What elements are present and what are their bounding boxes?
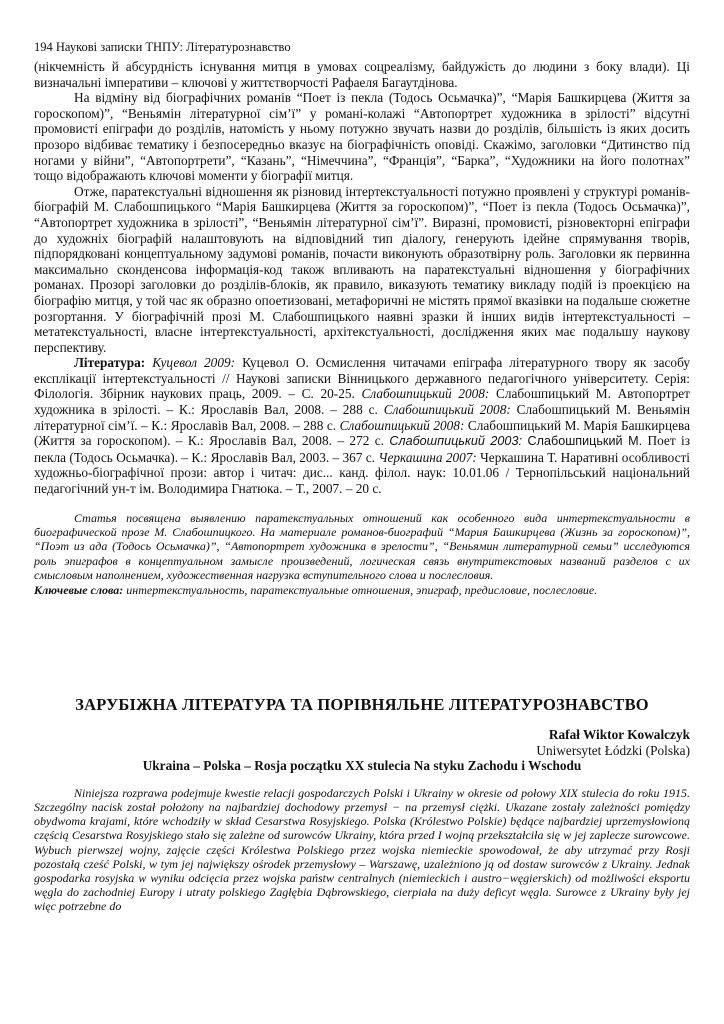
ref-text-1: Куцевол О. Осмислення читачами епіграфа літературного твору як засобу експлікації інтертекстуальності // Наукові записки Вінницького державного педагогічного університету. Серія: Філологія. Збірник наукових праць, 2009. – С. 20-25. — [34, 355, 690, 402]
section-title: ЗАРУБІЖНА ЛІТЕРАТУРА ТА ПОРІВНЯЛЬНЕ ЛІТЕРАТУРОЗНАВСТВО — [75, 695, 649, 715]
ref-text-4: Слабошпицький М. Марія Башкирцева (Життя за гороскопом). – К.: Ярославів Вал, 2008. – 272 с. — [34, 417, 690, 449]
ref-text-3: Слабошпицький М. Веньямін літературної сім’ї. – К.: Ярославів Вал, 2008. – 288 с. — [34, 402, 691, 433]
running-head: 194 Наукові записки ТНПУ: Літературознавство — [34, 40, 291, 54]
ref-key-2: Слабошпицький 2008: — [361, 386, 490, 402]
keywords-label: Ключевые слова: — [34, 582, 124, 597]
ref-key-6: Черкашина 2007: — [378, 449, 477, 465]
page — [34, 40, 690, 914]
ref-text-2: Слабошпицький М. Автопортрет художника в зрілості. – К.: Ярославів Вал, 2008. – 288 с. — [34, 386, 690, 418]
references — [34, 355, 690, 496]
ref-key-3: Слабошпицький 2008: — [383, 402, 511, 418]
keywords-text: интертекстуальность, паратекстуальные отношения, эпиграф, предисловие, послесловие. — [123, 582, 598, 597]
article-affiliation: Uniwersytet Łódzki (Polska) — [536, 742, 690, 758]
references-label: Література: — [74, 355, 146, 371]
ref-text-6: Черкашина Т. Наративні особливості художньо-біографічної прози: автор і читач: дис... канд. філол. наук: 10.01.06 / Тернопільський національний педагогічний ун-т ім. Володимира Гнатюка. – Т., 2007. – 20 с. — [34, 449, 691, 497]
ref-key-1: Куцевол 2009: — [152, 355, 236, 371]
paragraph-3: Отже, паратекстуальні відношення як різновид інтертекстуальності потужно проявлені у структурі романів-біографій М. Слабошпицького “Марія Башкирцева (Життя за гороскопом)”, “Поет із пекла (Тодось Осьмачка)”, “Автопортрет художника в зрілості”, “Веньямін літературної сім’ї”. Виразні, промовисті, різновекторні епіграфи до художніх біографій налаштовують на відповідний тип діалогу, генерують ідейне спрямування творів, підпорядковані концептуальному задумові романів, почасти виконують образотвірну роль. Заголовки як первинна максимально сконденсова інформація-код також впливають на паратекстуальні відношення у біографічних романах. Прозорі заголовки до розділів-блоків, як правило, виказують тематику викладу подій із проекцією на біографію митця, у той час як образно опоетизовані, метафоричні не містять прямої вказівки на подальше сюжетне розгортання. У біографічній прозі М. Слабошпицького наявні зразки й інших видів інтертекстуальності – метатекстуальності, власне інтертекстуальності, архітекстуальності, дослідження яких має подальшу наукову перспективу. — [34, 183, 690, 355]
ref-key-4: Слабошпицький 2008: — [339, 417, 465, 433]
article-title: Ukraina – Polska – Rosja początku XX stulecia Na styku Zachodu i Wschodu — [142, 758, 582, 774]
paragraph-2: На відміну від біографічних романів “Поет із пекла (Тодось Осьмачка)”, “Марія Башкирцева (Життя за гороскопом)”, “Веньямін літературної сім’ї” у романі-колажі “Автопортрет художника в зрілості” відсутні промовисті епіграфи до розділів, натомість у ньому потужно звучать назви до розділів, більшість із яких досить прозоро відбиває тематику і безпосередньо вказує на біографічність оповіді. Скажімо, заголовки “Дитинство під ногами у війни”, “Автопортрети”, “Казань”, “Німеччина”, “Франція”, “Барка”, “Художники на його полотнах” тощо відображають ключові моменти у біографії митця. — [34, 90, 690, 184]
article-author: Rafał Wiktor Kowalczyk — [548, 727, 690, 743]
ref-text-5b: Поет із пекла (Тодось Осьмачка). – К.: Ярославів Вал, 2003. – 367 с. — [34, 433, 690, 465]
ref-key-5: Слабошпицький 2003: — [389, 434, 522, 449]
abstract-ru — [34, 511, 690, 597]
paragraph-1: (нікчемність й абсурдність існування митця в умовах соцреалізму, байдужість до людини з боку влади). Ці визначальні імперативи – ключові у життєтворчості Рафаеля Багаутдінова. — [34, 59, 690, 90]
abstract-ru-text: Статья посвящена выявлению паратекстуальных отношений как особенного вида интертекстуальности в биографической прозе М. Слабошпицкого. На материале романов-биографий “Мария Башкирцева (Жизнь за гороскопом)”, “Поэт из ада (Тодось Осьмачка)”, “Автопортрет художника в зрелости”, “Веньямин литературной семьи” исследуются роль эпиграфов в концептуальном замысле произведений, логическая связь внутритекстовых названий разделов с их смысловым наполнением, художественная нагрузка вступительного слова и послесловия. — [34, 510, 690, 583]
ref-text-5: Слабошпицький М. — [521, 434, 643, 449]
article-abstract: Niniejsza rozprawa podejmuje kwestie relacji gospodarczych Polski i Ukrainy w okresie od połowy XIX stulecia do roku 1915. Szczególny nacisk został położony na najbardziej dochodowy przemysł − na przemysł ciężki. Ukazane zostały zależności pomiędzy obydwoma krajami, które wchodziły w skład Cesarstwa Rosyjskiego. Polska (Królestwo Polskie) będące najbardziej uprzemysłowioną częścią Cesarstwa Rosyjskiego stało się zależne od surowców Ukrainy, która przed I wojną przekształciła się w jej zaplecze surowcowe. Wybuch pierwszej wojny, zajęcie części Królestwa Polskiego przez wojska niemieckie spowodował, że aby utrzymać przy Rosji pozostałą cześć Polski, w tym jej największy ośrodek przemysłowy – Warszawę, uzależniono ją od dostaw surowców z Ukrainy. Jednak gospodarka rosyjska w wyniku odcięcia przez wojska państw centralnych (niemieckich i austro−węgierskich) od możliwości eksportu węgla do zachodniej Europy i utraty polskiego Zagłębia Dąbrowskiego, cierpiała na duży deficyt węgla. Surowce z Ukrainy były jej więc potrzebne do — [34, 785, 690, 914]
